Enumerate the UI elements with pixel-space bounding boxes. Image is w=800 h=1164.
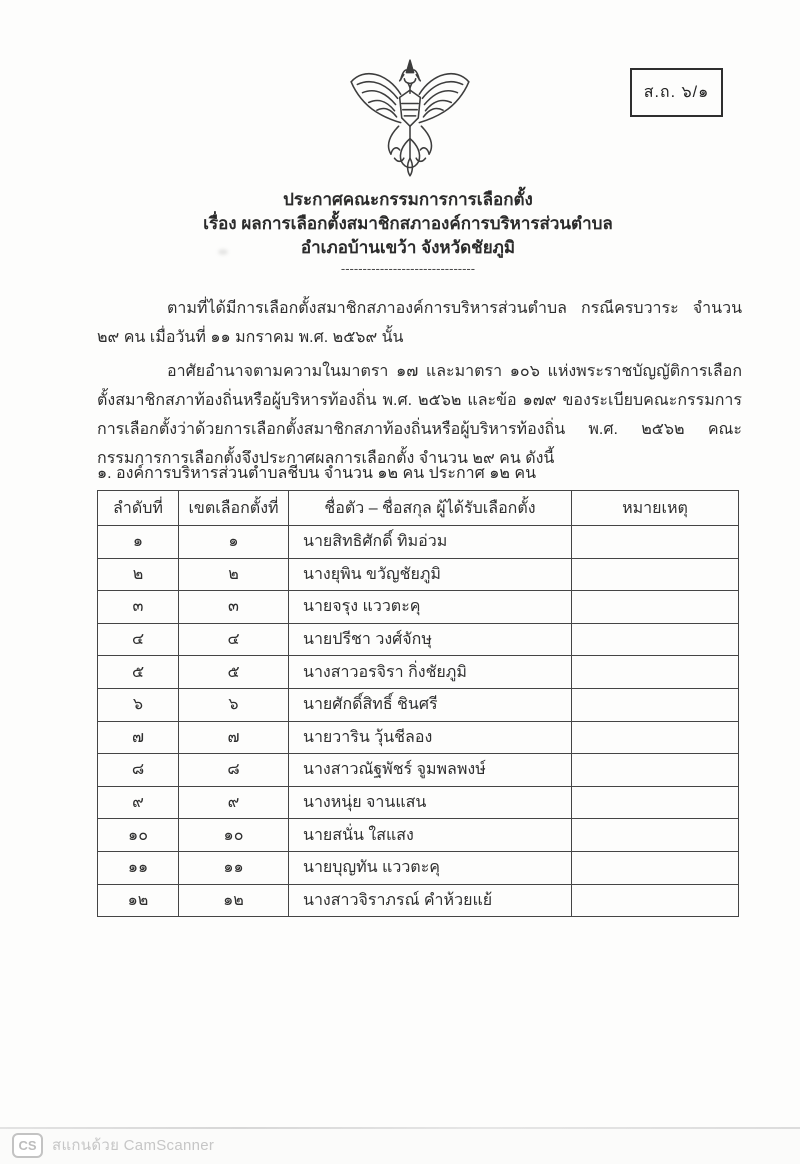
table-row: [98, 656, 739, 689]
table-row: [98, 819, 739, 852]
camscanner-watermark-text: สแกนด้วย CamScanner: [52, 1137, 215, 1154]
order-cell: ๔: [98, 623, 179, 656]
name-cell: นายจรุง แววตะคุ: [289, 591, 572, 624]
district-cell: ๕: [179, 656, 289, 689]
order-cell: ๑๐: [98, 819, 179, 852]
table-row: [98, 591, 739, 624]
camscanner-cs-logo-icon: CS: [12, 1133, 43, 1158]
note-cell: [572, 526, 739, 559]
table-row: [98, 558, 739, 591]
name-cell: นางสาวจิราภรณ์ คำห้วยแย้: [289, 884, 572, 917]
dashed-divider: -------------------------------: [340, 261, 476, 276]
district-cell: ๒: [179, 558, 289, 591]
table-header-row: [98, 491, 739, 526]
name-cell: นางสาวณัฐพัชร์ จูมพลพงษ์: [289, 754, 572, 787]
name-cell: นายศักดิ์สิทธิ์ ชินศรี: [289, 688, 572, 721]
name-cell: นางสาวอรจิรา กิ่งชัยภูมิ: [289, 656, 572, 689]
header-order-number: ลำดับที่: [98, 491, 179, 526]
paragraph-election-background: ตามที่ได้มีการเลือกตั้งสมาชิกสภาองค์การบริหารส่วนตำบล กรณีครบวาระ จำนวน ๒๙ คน เมื่อวันที่ ๑๑ มกราคม พ.ศ. ๒๕๖๙ นั้น: [97, 300, 742, 346]
district-cell: ๑๒: [179, 884, 289, 917]
title-line-location: อำเภอบ้านเขว้า จังหวัดชัยภูมิ: [300, 238, 516, 257]
header-remarks: หมายเหตุ: [572, 491, 739, 526]
district-cell: ๖: [179, 688, 289, 721]
table-row: [98, 851, 739, 884]
order-cell: ๕: [98, 656, 179, 689]
order-cell: ๙: [98, 786, 179, 819]
name-cell: นางหนุ่ย จานแสน: [289, 786, 572, 819]
district-cell: ๓: [179, 591, 289, 624]
order-cell: ๑: [98, 526, 179, 559]
name-cell: นายสิทธิศักดิ์ ทิมอ่วม: [289, 526, 572, 559]
order-cell: ๘: [98, 754, 179, 787]
note-cell: [572, 851, 739, 884]
header-district: เขตเลือกตั้งที่: [179, 491, 289, 526]
order-cell: ๒: [98, 558, 179, 591]
election-results-table: [97, 490, 739, 917]
name-cell: นายวาริน วุ้นชีลอง: [289, 721, 572, 754]
district-cell: ๗: [179, 721, 289, 754]
name-cell: นายปรีชา วงศ์จักษุ: [289, 623, 572, 656]
header-elected-name: ชื่อตัว – ชื่อสกุล ผู้ได้รับเลือกตั้ง: [289, 491, 572, 526]
note-cell: [572, 656, 739, 689]
district-cell: ๘: [179, 754, 289, 787]
paragraph-legal-basis: อาศัยอำนาจตามความในมาตรา ๑๗ และมาตรา ๑๐๖ แห่งพระราชบัญญัติการเลือกตั้งสมาชิกสภาท้องถิ่นหรือผู้บริหารท้องถิ่น พ.ศ. ๒๕๖๒ และข้อ ๑๗๙ ของระเบียบคณะกรรมการการเลือกตั้งว่าด้วยการเลือกตั้งสมาชิกสภาท้องถิ่นหรือผู้บริหารท้องถิ่น พ.ศ. ๒๕๖๒ คณะกรรมการการเลือกตั้งจึงประกาศผลการเลือกตั้ง จำนวน ๒๙ คน ดังนี้: [97, 363, 742, 467]
district-cell: ๙: [179, 786, 289, 819]
note-cell: [572, 591, 739, 624]
note-cell: [572, 786, 739, 819]
district-cell: ๔: [179, 623, 289, 656]
order-cell: ๗: [98, 721, 179, 754]
note-cell: [572, 623, 739, 656]
district-cell: ๑: [179, 526, 289, 559]
paper-edge-line: [0, 1127, 800, 1129]
note-cell: [572, 754, 739, 787]
table-row: [98, 884, 739, 917]
note-cell: [572, 688, 739, 721]
order-cell: ๓: [98, 591, 179, 624]
note-cell: [572, 558, 739, 591]
garuda-emblem-icon: [346, 58, 474, 180]
district-cell: ๑๑: [179, 851, 289, 884]
table-row: [98, 623, 739, 656]
order-cell: ๖: [98, 688, 179, 721]
table-row: [98, 786, 739, 819]
order-cell: ๑๒: [98, 884, 179, 917]
table-row: [98, 526, 739, 559]
order-cell: ๑๑: [98, 851, 179, 884]
title-line-subject: เรื่อง ผลการเลือกตั้งสมาชิกสภาองค์การบริหารส่วนตำบล: [203, 214, 613, 233]
name-cell: นายบุญทัน แววตะคุ: [289, 851, 572, 884]
district-cell: ๑๐: [179, 819, 289, 852]
note-cell: [572, 819, 739, 852]
note-cell: [572, 884, 739, 917]
name-cell: นายสนั่น ใสแสง: [289, 819, 572, 852]
note-cell: [572, 721, 739, 754]
section-heading-subdistrict: ๑. องค์การบริหารส่วนตำบลชีบน จำนวน ๑๒ คน ประกาศ ๑๒ คน: [97, 465, 537, 482]
table-row: [98, 721, 739, 754]
table-row: [98, 688, 739, 721]
document-title-block: [16, 188, 800, 276]
form-code-box: [630, 68, 723, 117]
title-line-announcement: ประกาศคณะกรรมการการเลือกตั้ง: [283, 190, 533, 209]
name-cell: นางยุพิน ขวัญชัยภูมิ: [289, 558, 572, 591]
table-row: [98, 754, 739, 787]
camscanner-watermark: [12, 1131, 214, 1159]
form-code-text: ส.ถ. ๖/๑: [643, 84, 710, 101]
